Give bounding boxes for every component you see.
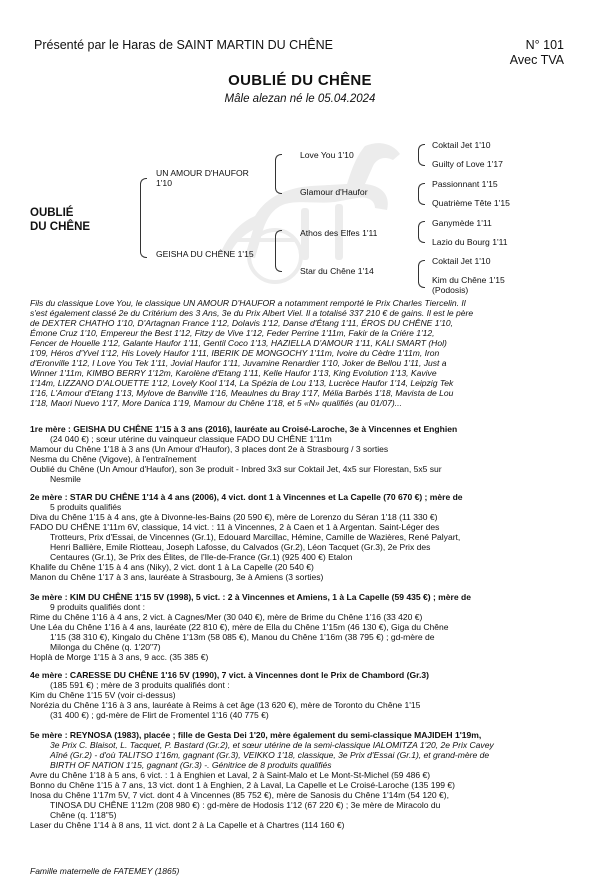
maternal-family: Famille maternelle de FATEMEY (1865) (30, 866, 180, 876)
brace-dd (418, 260, 425, 288)
horse-description: Mâle alezan né le 05.04.2024 (224, 93, 376, 105)
horse-title: OUBLIÉ DU CHÊNE (228, 72, 372, 89)
brace-ss (418, 144, 425, 166)
dss-name: Ganymède 1'11 (432, 218, 492, 228)
presenter-text: Présenté par le Haras de SAINT MARTIN DU CHÊNE (34, 38, 333, 52)
sds-name: Passionnant 1'15 (432, 179, 498, 189)
pedigree-subject: OUBLIÉ DU CHÊNE (30, 207, 91, 233)
brace-sire (275, 154, 282, 194)
sd-name: Glamour d'Haufor (300, 187, 368, 197)
brace-dam (275, 230, 282, 272)
second-dam-section: 2e mère : STAR DU CHÊNE 1'14 à 4 ans (2006), 4 vict. dont 1 à Vincennes et La Capelle (70 670 €) ; mère de 5 produits qualifiés Diva du Chêne 1'15 à 4 ans, gte à Divonne-les-Bains (20 590 €), mère de Lorenzo du Séran 1'18 (11 330 €) FADO DU CHÊNE 1'11m 6V, classique, 14 vict. : 11 à Vincennes, 2 à Caen et 1 à Argentan. Saint-Léger des Trotteurs, Prix d'Essai, de Vincennes (Gr.1), Edouard Marcillac, Hémine, Camille de Wazières, René Palyart, Henri Ballière, Emile Riotteau, Joseph Lafosse, du Calvados (Gr.2), Léon Tacquet (Gr.3), 2e Prix des Centaures (Gr.1), 3e Prix des Élites, de l'Ile-de-France (Gr.1) (925 400 €) Etalon Khalife du Chêne 1'15 à 4 ans (Niky), 2 vict. dont 1 à La Capelle (20 540 €) Manon du Chêne 1'17 à 3 ans, lauréate à Strasbourg, 3e à Amiens (3 sorties) (30, 492, 463, 582)
ddd-name: Kim du Chêne 1'15 (Podosis) (432, 275, 505, 295)
ss-name: Love You 1'10 (300, 150, 354, 160)
first-dam-section: 1re mère : GEISHA DU CHÊNE 1'15 à 3 ans (2016), lauréate au Croisé-Laroche, 3e à Vincennes et Enghien (24 040 €) ; sœur utérine du vainqueur classique FADO DU CHÊNE 1'11m Mamour du Chêne 1'18 à 3 ans (Un Amour d'Haufor), 3 places dont 2e à Strasbourg / 3 sorties Nesma du Chêne (Vigove), à l'entraînement Oublié du Chêne (Un Amour d'Haufor), son 3e produit - Inbred 3x3 sur Coktail Jet, 4x5 sur Florestan, 5x5 sur Nesmile (30, 424, 458, 484)
brace-ds (418, 221, 425, 243)
sdd-name: Quatrième Tête 1'15 (432, 198, 510, 208)
brace-main (140, 178, 147, 258)
dsd-name: Lazio du Bourg 1'11 (432, 237, 508, 247)
fifth-dam-section: 5e mère : REYNOSA (1983), placée ; fille de Gesta Dei 1'20, mère également du semi-classique MAJIDEH 1'19m, 3e Prix C. Blaisot, L. Tacquet, P. Bastard (Gr.2), et sœur utérine de la semi-classique IALOMITZA 1'20, 2e Prix Cavey Aîné (Gr.2) - d'où TALITSO 1'16m, gagnant (Gr.3), VEIKKO 1'18, classique, 3e Prix d'Essai (Gr.1), et grand-mère de BIRTH OF NATION 1'15, gagnant (Gr.3) -. Génitrice de 8 produits qualifiés Avre du Chêne 1'18 à 5 ans, 6 vict. : 1 à Enghien et Laval, 2 à Saint-Malo et Le Mont-St-Michel (59 486 €) Bonno du Chêne 1'15 à 7 ans, 13 vict. dont 1 à Enghien, 2 à Laval, La Capelle et Le Croisé-Laroche (135 199 €) Inosa du Chêne 1'17m 5V, 7 vict. dont 4 à Vincennes (85 752 €), mère de Sanosis du Chêne 1'14m (54 120 €), TINOSA DU CHÊNE 1'12m (208 980 €) : gd-mère de Hodosis 1'12 (67 220 €) ; 3e mère de Miracolo du Chêne (q. 1'18"5) Laser du Chêne 1'14 à 8 ans, 11 vict. dont 2 à La Capelle et à Chartres (114 160 €) (30, 730, 494, 830)
dd-name: Star du Chêne 1'14 (300, 266, 374, 276)
tax-label: Avec TVA (509, 53, 564, 67)
ssd-name: Guilty of Love 1'17 (432, 159, 503, 169)
sire-name: UN AMOUR D'HAUFOR 1'10 (156, 168, 249, 188)
brace-sd (418, 183, 425, 205)
sire-paragraph: Fils du classique Love You, le classique UN AMOUR D'HAUFOR a notamment remporté le Prix Charles Tiercelin. Il s'est également classé 2e du Critérium des 3 Ans, 3e du Prix Albert Viel. Il a totalisé 337 210 € de gains. Il est le père de DEXTER CHATHO 1'10, D'Artagnan France 1'12, Dolavis 1'12, Danse d'Étang 1'11, ÉROS DU CHÊNE 1'10, Émone Cruz 1'10, Empereur the Best 1'12, Fitzy de Vive 1'12, Feder Perrine 1'11m, Fakir de la Criére 1'12, Fencer de Houelle 1'12, Galante Haufor 1'11, Gentil Coco 1'13, HAZIELLA D'AMOUR 1'11, KALI SMART (Hol) 1'09, Héros d'Yvel 1'12, His Lovely Haufor 1'11, IBERIK DE MONGOCHY 1'11m, Ivoire du Cèdre 1'11m, Iron d'Eronville 1'12, I Love You Tek 1'11, Jovial Haufor 1'11, Juvamine Renardier 1'10, Joker de Bellou 1'11, Just a Winner 1'11m, KIMBO BERRY 1'12m, Karolène d'Etang 1'11, Kelle Haufor 1'13, King Evolution 1'13, Kavive 1'14m, LIZZANO D'ALOUETTE 1'12, Lovely Kool 1'14, La Spézia de Lou 1'13, Lucrèce Haufor 1'14, Leipzig Tek 1'16, L'Amour d'Etang 1'13, Mylove de Banville 1'16, Meaulnes du Bray 1'17, Mélia Barbés 1'18, Mavista de Lou 1'18, Maori Nuevo 1'17, More Danica 1'19, Mamour du Chêne 1'18, et 5 «N» qualifiés (au 01/07)... (30, 298, 474, 408)
fourth-dam-section: 4e mère : CARESSE DU CHÊNE 1'16 5V (1990), 7 vict. à Vincennes dont le Prix de Chambord (Gr.3) (185 591 €) ; mère de 3 produits qualifiés dont : Kim du Chêne 1'15 5V (voir ci-dessus) Norézia du Chêne 1'16 à 3 ans, lauréate à Reims à cet âge (13 620 €), mère de Toronto du Chêne 1'15 (31 400 €) ; gd-mère de Flirt de Fromentel 1'16 (40 775 €) (30, 670, 429, 720)
dds-name: Coktail Jet 1'10 (432, 256, 491, 266)
third-dam-section: 3e mère : KIM DU CHÊNE 1'15 5V (1998), 5 vict. : 2 à Vincennes et Amiens, 1 à La Capelle (59 435 €) ; mère de 9 produits qualifiés dont : Rime du Chêne 1'16 à 4 ans, 2 vict. à Cagnes/Mer (30 040 €), mère de Brime du Chêne 1'16 (33 420 €) Une Léa du Chêne 1'16 à 4 ans, lauréate (22 810 €), mère de Ella du Chêne 1'15m (46 130 €), Giga du Chêne 1'15 (38 310 €), Kingalo du Chêne 1'13m (58 085 €), Manou du Chêne 1'16m (38 795 €) ; gd-mère de Milonga du Chêne (q. 1'20"7) Hoplà de Morge 1'15 à 3 ans, 9 acc. (35 385 €) (30, 592, 471, 662)
dam-name: GEISHA DU CHÊNE 1'15 (156, 249, 254, 259)
ds-name: Athos des Elfes 1'11 (300, 228, 378, 238)
lot-number: N° 101 (525, 38, 564, 52)
lot-info (510, 38, 564, 68)
sss-name: Coktail Jet 1'10 (432, 140, 491, 150)
